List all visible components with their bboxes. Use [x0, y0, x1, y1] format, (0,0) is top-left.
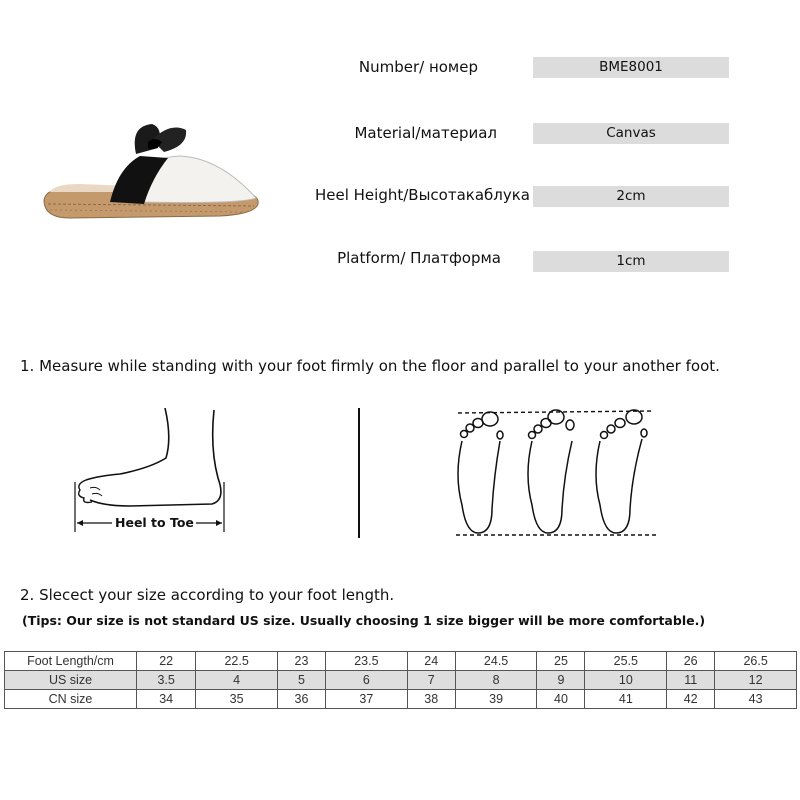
step-2-instruction: 2. Slecect your size according to your foot length. — [20, 586, 395, 604]
size-tips: (Tips: Our size is not standard US size. Usually choosing 1 size bigger will be more comfortable.) — [22, 613, 706, 628]
table-cell: 24 — [407, 652, 455, 671]
table-cell: 22.5 — [196, 652, 278, 671]
table-cell: 26.5 — [715, 652, 797, 671]
divider — [358, 408, 360, 538]
feet-top-view-icon — [448, 405, 660, 541]
table-cell: 22 — [137, 652, 196, 671]
spec-value-heel-height: 2cm — [533, 186, 729, 207]
table-cell: 24.5 — [455, 652, 537, 671]
spec-label-number: Number/ номер — [358, 58, 478, 76]
heel-to-toe-label: Heel to Toe — [115, 515, 194, 530]
spec-label-material: Material/материал — [354, 124, 497, 142]
table-cell: 23.5 — [326, 652, 408, 671]
spec-value-number: BME8001 — [533, 57, 729, 78]
table-cell: 39 — [455, 690, 537, 709]
table-cell: 36 — [277, 690, 325, 709]
table-cell: 25 — [537, 652, 585, 671]
table-cell: 6 — [326, 671, 408, 690]
table-cell: 42 — [667, 690, 715, 709]
table-cell: 23 — [277, 652, 325, 671]
table-cell: 38 — [407, 690, 455, 709]
table-cell: 26 — [667, 652, 715, 671]
row-header: Foot Length/cm — [5, 652, 137, 671]
spec-value-material: Canvas — [533, 123, 729, 144]
size-chart-table — [4, 651, 797, 709]
table-cell: 25.5 — [585, 652, 667, 671]
table-cell: 41 — [585, 690, 667, 709]
table-cell: 40 — [537, 690, 585, 709]
table-cell: 35 — [196, 690, 278, 709]
spec-label-platform: Platform/ Платформа — [337, 249, 501, 267]
table-cell: 12 — [715, 671, 797, 690]
table-cell: 11 — [667, 671, 715, 690]
shoe-product-image — [40, 118, 262, 228]
table-cell: 10 — [585, 671, 667, 690]
spec-value-platform: 1cm — [533, 251, 729, 272]
table-cell: 34 — [137, 690, 196, 709]
table-cell: 8 — [455, 671, 537, 690]
row-header: CN size — [5, 690, 137, 709]
spec-label-heel-height: Heel Height/Высотакаблука — [314, 186, 530, 204]
table-cell: 3.5 — [137, 671, 196, 690]
table-cell: 9 — [537, 671, 585, 690]
table-row — [5, 652, 797, 671]
table-row — [5, 690, 797, 709]
row-header: US size — [5, 671, 137, 690]
table-cell: 5 — [277, 671, 325, 690]
table-cell: 4 — [196, 671, 278, 690]
table-cell: 7 — [407, 671, 455, 690]
table-cell: 43 — [715, 690, 797, 709]
table-row — [5, 671, 797, 690]
step-1-instruction: 1. Measure while standing with your foot firmly on the floor and parallel to your another foot. — [20, 357, 720, 375]
table-cell: 37 — [326, 690, 408, 709]
